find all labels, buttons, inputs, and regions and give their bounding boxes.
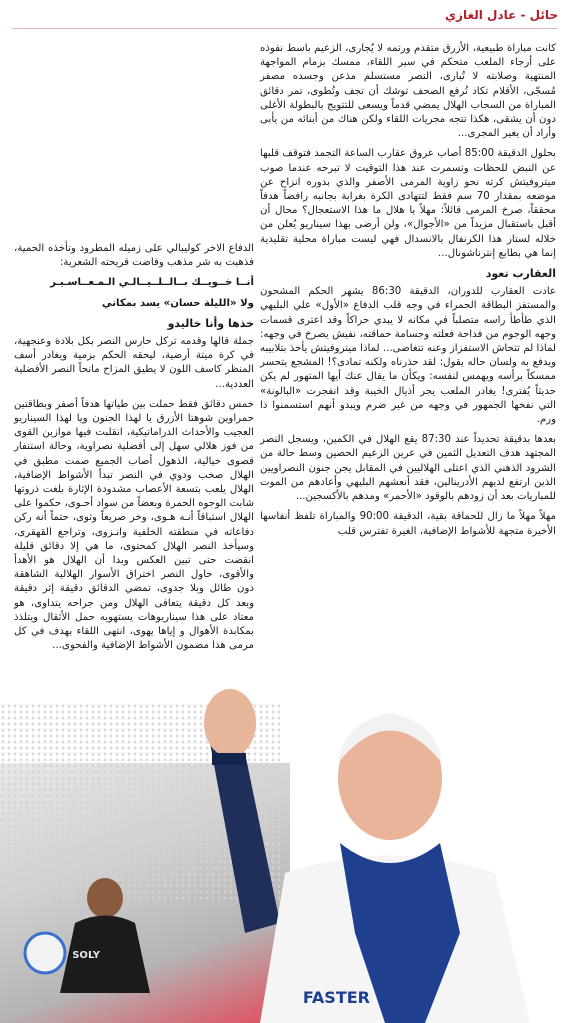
football	[25, 933, 65, 973]
goalkeeper-photo	[20, 843, 170, 993]
coach-shirt-brand: FASTER	[302, 988, 370, 1007]
coach-wristwatch	[212, 753, 246, 765]
subheading: خذها وأنا خاليدو	[167, 316, 254, 330]
paragraph: خمس دقائق فقط حملت بين طياتها هدفاً أصفر وبطاقتين حمراوين شوهتا الأزرق يا لهذا الجنون ويا لهذا السيناريو العجيب والأحداث الدراماتيكية، انقلبت فيها موازين القوى من فوز هلالي سهل إلى أفضلية نصراوية، وحالة استنفار قصوى خيالية، الذهول أصاب الجميع صمت مطبق في الهلال صخب ودوي في النصر تبدأ الأشواط الإضافية، الهلال يلعب بتسعة الأعصاب مشدودة الإثارة بلغت ذروتها شابت الوجوه الحمرة وبعضاً من سواد أحـوى، حكموا على الهلال استباقاً أنـه هـوى، وخر صريعاً وثوى، حتماً أنه ركن دفاعاته في منطقته الخلفية وانـزوى، وتراجع القهقرى، وسيأخذ النصر الهلال كمحتوى، ما هي إلا دقائق قليلة انقضت حتى تبين العكس وبدا أن الهلال هو الأهدأ والأقوى، حاول النصر اختراق الأسوار الهلالية الشاهقة دون طائل وبلا جدوى، تمضي الدقائق دقيقة إثر دقيقة وبعد كل دقيقة يتعافى الهلال ومن جراحه يتداوى، هو معتاد على هذا سيناريوهات يستهويه حمل الأثقال ويتلذذ بمكابدة الأهوال و إياها يهوى، انتهى اللقاء بهدف في كل مرمى هذا مضمون الأشواط الإضافية والفحوى...	[14, 398, 254, 652]
byline: حائل - عادل الغازي	[445, 8, 558, 22]
paragraph: بعدها بدقيقة تحديداً عند 87:30 يقع الهلال في الكمين، ويسجل النصر المجتهد هدف التعديل الثمين في عرين الزعيم الحصين وسط حالة من الشرود الذهني الذي اعتلى الهلاليين في المقابل يجن جنون النصراويين الذين ارتفع لديهم الأدرينالين، فقد أنعشهم البليهي وأعادهم من الموت للمباريات بعد أن زودهم بالوقود «الأحمر» ومدهم بالأكسجين...	[260, 434, 557, 503]
subheading: العقارب تعود	[485, 267, 556, 281]
paragraph: بحلول الدقيقة 85:00 أصاب عروق عقارب الساعة التجمد فتوقف قلبها عن النبض للحظات وتسمرت عند هذا التوقيت لا تبرحه عندما صوب ميتروفيتش كرته نحو زاوية المرمى الأصفر والذي بدوره انزاح عن موضعه بمقدار 70 سم فقط لتتهادى الكرة بغرابة بجانبه رافضاً هدفاً محققاً، صرخ المرمى قائلاً: مهلاً يا هلال ما هذا الاستعجال؟ محال أن أقبل باستقبال مزيداً من «الأجوال»، ولن أرضى بهذا سيناريو يُعلن من خلاله لستار هذا الكرنفال بالانسدال فهي ليست مباراة محلية تقليدية إنما هي بطابع إنترناشونال...	[260, 148, 557, 259]
poem-line: ولا «الليلة حسان» يسد بمكاني	[101, 297, 254, 309]
paragraph: عادت العقارب للدوران، الدقيقة 86:30 يشهر الحكم المشحون والمستفز البطاقة الحمراء في وجه قلب الدفاع «الأول» علي البليهي الذي طأطأ راسه متصلباً في مكانه لا يبدي حراكاً وقد اعترى قسمات وجهه الوجوم من فداحة فعلته وجسامة حماقته، نفيش يصرخ في وجهه: لماذا لم تتحاش الاستفزاز وعنه تتغاضى... لماذا ميتروفيتش يأخذ بتلابيبه ويدفع به ولسان حاله يقول: لقد حذرناه ولكنه تمادى؟! المشجع يتحسر ممسكاً برأسه ويهمس لنفسه: ويكأن ما يقال عنك أيها المتهور لم يكن حديثاً يُفترى! يغادر الملعب يجر أذيال الخيبة وقد انفجرت «البالونة» التي نفخها الجمهور في وجهه من غير ضرم ويبدو أنهم استسمنوا ذا ورم.	[260, 286, 557, 426]
paragraph: مهلاً مهلاً ما زال للحماقة بقية، الدقيقة 90:00 والمباراة تلفظ أنفاسها الأخيرة متجهة للأشواط الإضافية، الغيرة تفترس قلب	[260, 511, 556, 537]
paragraph: الدفاع الاخر كوليبالي على زميله المطرود وتأخذه الحمية، فذهبت به شر مذهب وفاضت قريحته الشعرية:	[14, 243, 254, 269]
article-left-column	[14, 242, 254, 659]
poem-line: أنــا خــويــك بــالــلــيــالـي الـمـعــاسـيـر	[50, 277, 254, 289]
header-rule	[12, 28, 558, 29]
goalkeeper-jersey-brand: SOLY	[72, 950, 100, 961]
coach-photo	[190, 603, 570, 1023]
coach-shirt-text: ORY	[376, 916, 445, 951]
paragraph: جملة قالها وقدمه تركل حارس النصر بكل بلادة وعنجهية، في كرة ميتة أرضية، ليحقه الحكم بزمية ويغادر أسف المنظر كاسف اللون لا يطيق المزاح مانحاً النصر الأفضلية العددية...	[14, 336, 254, 390]
photo-area	[0, 603, 570, 1023]
goalkeeper-head	[87, 878, 123, 918]
coach-hand	[204, 689, 256, 757]
article-right-column	[260, 42, 556, 545]
coach-raised-arm	[210, 743, 280, 933]
paragraph: كانت مباراة طبيعية، الأزرق متقدم ورتمه لا يُجارى، الزعيم باسط نفوذه على أرجاء الملعب متحكم في سير اللقاء، ممسك بزمام المواجهة المنتهية وصلابته لا تُبارى، النصر مستسلم مذعن وجسده مصفر مُسجّى، الأقلام تكاد تُرفع الصحف توشك أن تجف وتُطوى، تمر دقائق المباراة من السحاب الهلال يمضي قدماً ويسعى للتتويج بالبطولة الأغلى دون أن يشقى، هكذا تتجه مجريات اللقاء ولكن هناك من أبنائه من يأبى وأراد أن يغير المجرى...	[260, 43, 556, 140]
